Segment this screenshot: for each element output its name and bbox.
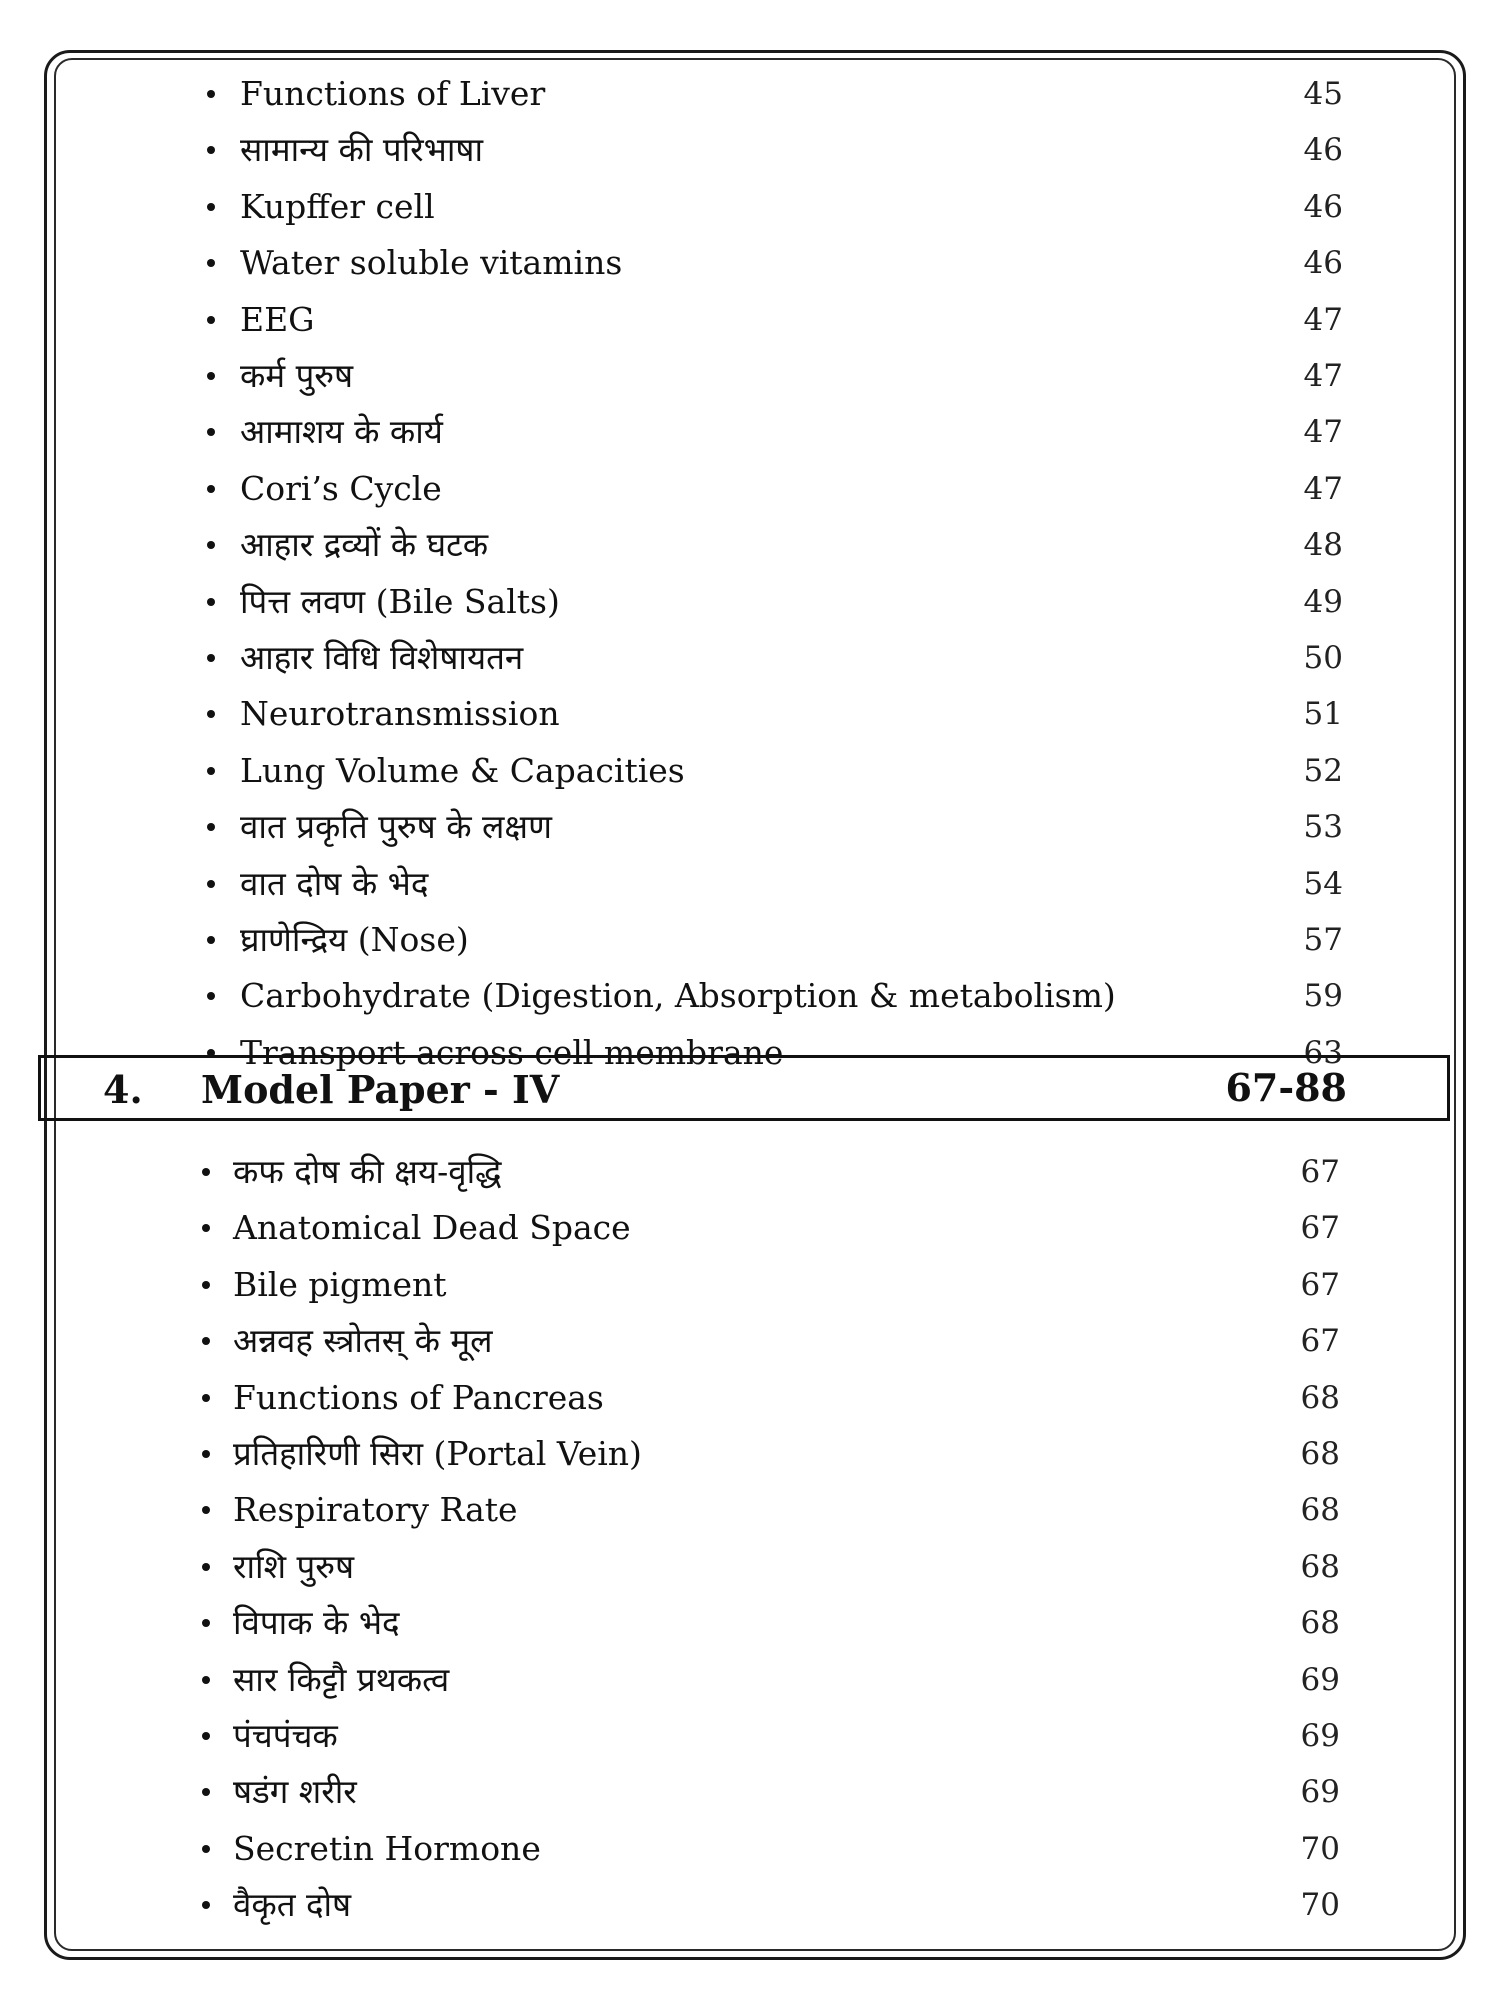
entry-page-number: 67 (1300, 1323, 1340, 1360)
entry-page-number: 67 (1300, 1210, 1340, 1247)
entry-page-number: 69 (1300, 1661, 1340, 1698)
bullet-icon (207, 203, 215, 211)
contents-entry[interactable] (0, 408, 1500, 456)
bullet-icon (202, 1845, 210, 1853)
entry-title: Secretin Hormone (233, 1828, 541, 1868)
bullet-icon (207, 146, 215, 154)
entry-page-number: 46 (1303, 188, 1343, 225)
entry-page-number: 59 (1303, 978, 1343, 1015)
bullet-icon (207, 541, 215, 549)
entry-page-number: 50 (1303, 640, 1343, 676)
bullet-icon (207, 90, 215, 98)
contents-entry[interactable] (0, 1881, 1500, 1929)
contents-entry[interactable] (0, 296, 1500, 344)
entry-title: Respiratory Rate (233, 1490, 518, 1530)
contents-entry[interactable] (0, 690, 1500, 738)
entry-title: वात दोष के भेद (240, 863, 429, 903)
bullet-icon (202, 1450, 210, 1458)
bullet-icon (207, 880, 215, 888)
entry-page-number: 46 (1303, 245, 1343, 282)
contents-entry[interactable] (0, 972, 1500, 1020)
entry-page-number: 49 (1303, 583, 1343, 620)
contents-entry[interactable] (0, 860, 1500, 908)
entry-page-number: 67 (1300, 1266, 1340, 1303)
entry-page-number: 70 (1300, 1830, 1340, 1867)
entry-title: आमाशय के कार्य (240, 412, 443, 452)
bullet-icon (202, 1788, 210, 1796)
entry-title: घ्राणेन्द्रिय (Nose) (240, 920, 469, 959)
entry-title: विपाक के भेद (233, 1603, 400, 1643)
bullet-icon (207, 316, 215, 324)
contents-entry[interactable] (0, 1486, 1500, 1534)
entry-page-number: 47 (1303, 358, 1343, 394)
bullet-icon (207, 598, 215, 606)
bullet-icon (207, 992, 215, 1000)
entry-page-number: 69 (1300, 1774, 1340, 1811)
entry-page-number: 69 (1300, 1718, 1340, 1754)
bullet-icon (207, 428, 215, 436)
contents-entry[interactable] (0, 747, 1500, 795)
entry-title: Lung Volume & Capacities (240, 750, 685, 790)
entry-title: सार किट्टौ प्रथकत्व (233, 1659, 450, 1699)
contents-entry[interactable] (0, 1204, 1500, 1252)
contents-entry[interactable] (0, 1430, 1500, 1478)
entry-title: Neurotransmission (240, 694, 560, 734)
entry-page-number: 68 (1300, 1379, 1340, 1416)
bullet-icon (207, 654, 215, 662)
entry-page-number: 68 (1300, 1436, 1340, 1472)
entry-title: Functions of Liver (240, 74, 546, 113)
bullet-icon (207, 485, 215, 493)
contents-entry[interactable] (0, 1543, 1500, 1591)
contents-entry[interactable] (0, 70, 1500, 118)
entry-page-number: 45 (1303, 76, 1343, 112)
contents-entry[interactable] (0, 1656, 1500, 1704)
entry-title: षडंग शरीर (233, 1772, 357, 1812)
contents-entry[interactable] (0, 634, 1500, 682)
bullet-icon (207, 372, 215, 380)
bullet-icon (207, 259, 215, 267)
entry-title: कफ दोष की क्षय-वृद्धि (233, 1152, 502, 1191)
bullet-icon (202, 1732, 210, 1740)
contents-entry[interactable] (0, 183, 1500, 231)
entry-page-number: 47 (1303, 470, 1343, 507)
contents-entry[interactable] (0, 239, 1500, 287)
entry-title: Anatomical Dead Space (233, 1208, 631, 1248)
contents-entry[interactable] (0, 1148, 1500, 1196)
bullet-icon (202, 1337, 210, 1345)
entry-page-number: 54 (1303, 865, 1343, 902)
contents-entry[interactable] (0, 521, 1500, 569)
entry-page-number: 51 (1303, 696, 1343, 733)
entry-title: Kupffer cell (240, 186, 435, 226)
entry-title: Transport across cell membrane (240, 1032, 784, 1072)
entry-page-number: 57 (1303, 922, 1343, 958)
section-heading-model-paper-iv[interactable] (38, 1055, 1450, 1121)
bullet-icon (202, 1676, 210, 1684)
contents-entry[interactable] (0, 1599, 1500, 1647)
contents-entry[interactable] (0, 916, 1500, 964)
bullet-icon (202, 1619, 210, 1627)
bullet-icon (202, 1281, 210, 1289)
section-number: 4. (103, 1067, 143, 1112)
entry-title: कर्म पुरुष (240, 356, 354, 395)
entry-title: सामान्य की परिभाषा (240, 130, 484, 170)
contents-entry[interactable] (0, 1825, 1500, 1873)
contents-entry[interactable] (0, 803, 1500, 851)
contents-entry[interactable] (0, 1261, 1500, 1309)
bullet-icon (202, 1506, 210, 1514)
bullet-icon (207, 767, 215, 775)
bullet-icon (202, 1224, 210, 1232)
bullet-icon (202, 1394, 210, 1402)
entry-page-number: 68 (1300, 1605, 1340, 1642)
entry-title: EEG (240, 299, 315, 339)
bullet-icon (202, 1563, 210, 1571)
entry-title: पंचपंचक (233, 1716, 338, 1755)
contents-entry[interactable] (0, 578, 1500, 626)
entry-title: Water soluble vitamins (240, 243, 623, 283)
entry-title: Cori’s Cycle (240, 468, 442, 508)
entry-title: आहार विधि विशेषायतन (240, 638, 524, 677)
entry-title: आहार द्रव्यों के घटक (240, 525, 489, 565)
contents-entry[interactable] (0, 1317, 1500, 1365)
entry-page-number: 46 (1303, 132, 1343, 169)
entry-page-number: 53 (1303, 809, 1343, 846)
bullet-icon (202, 1901, 210, 1909)
contents-entry[interactable] (0, 1712, 1500, 1760)
entry-title: वात प्रकृति पुरुष के लक्षण (240, 807, 552, 847)
entry-page-number: 63 (1303, 1034, 1343, 1071)
entry-title: राशि पुरुष (233, 1546, 355, 1586)
entry-title: अन्नवह स्त्रोतस् के मूल (233, 1321, 493, 1361)
entry-page-number: 68 (1300, 1492, 1340, 1529)
contents-entry[interactable] (0, 1374, 1500, 1422)
contents-entry[interactable] (0, 1768, 1500, 1816)
bullet-icon (207, 710, 215, 718)
section-title: Model Paper - IV (201, 1067, 560, 1112)
entry-title: Functions of Pancreas (233, 1377, 604, 1417)
bullet-icon (207, 936, 215, 944)
entry-title: Carbohydrate (Digestion, Absorption & metabolism) (240, 976, 1116, 1016)
entry-page-number: 70 (1300, 1887, 1340, 1924)
contents-entry[interactable] (0, 352, 1500, 400)
entry-page-number: 68 (1300, 1548, 1340, 1585)
entry-page-number: 48 (1303, 527, 1343, 564)
entry-page-number: 67 (1300, 1154, 1340, 1190)
section-page-range: 67-88 (1225, 1065, 1347, 1110)
entry-page-number: 47 (1303, 414, 1343, 451)
entry-title: पित्त लवण (Bile Salts) (240, 581, 560, 621)
entry-page-number: 47 (1303, 301, 1343, 338)
entry-title: Bile pigment (233, 1264, 447, 1304)
bullet-icon (202, 1168, 210, 1176)
entry-title: प्रतिहारिणी सिरा (Portal Vein) (233, 1434, 642, 1473)
bullet-icon (207, 823, 215, 831)
contents-entry[interactable] (0, 465, 1500, 513)
entry-page-number: 52 (1303, 752, 1343, 789)
entry-title: वैकृत दोष (233, 1885, 352, 1925)
contents-entry[interactable] (0, 126, 1500, 174)
